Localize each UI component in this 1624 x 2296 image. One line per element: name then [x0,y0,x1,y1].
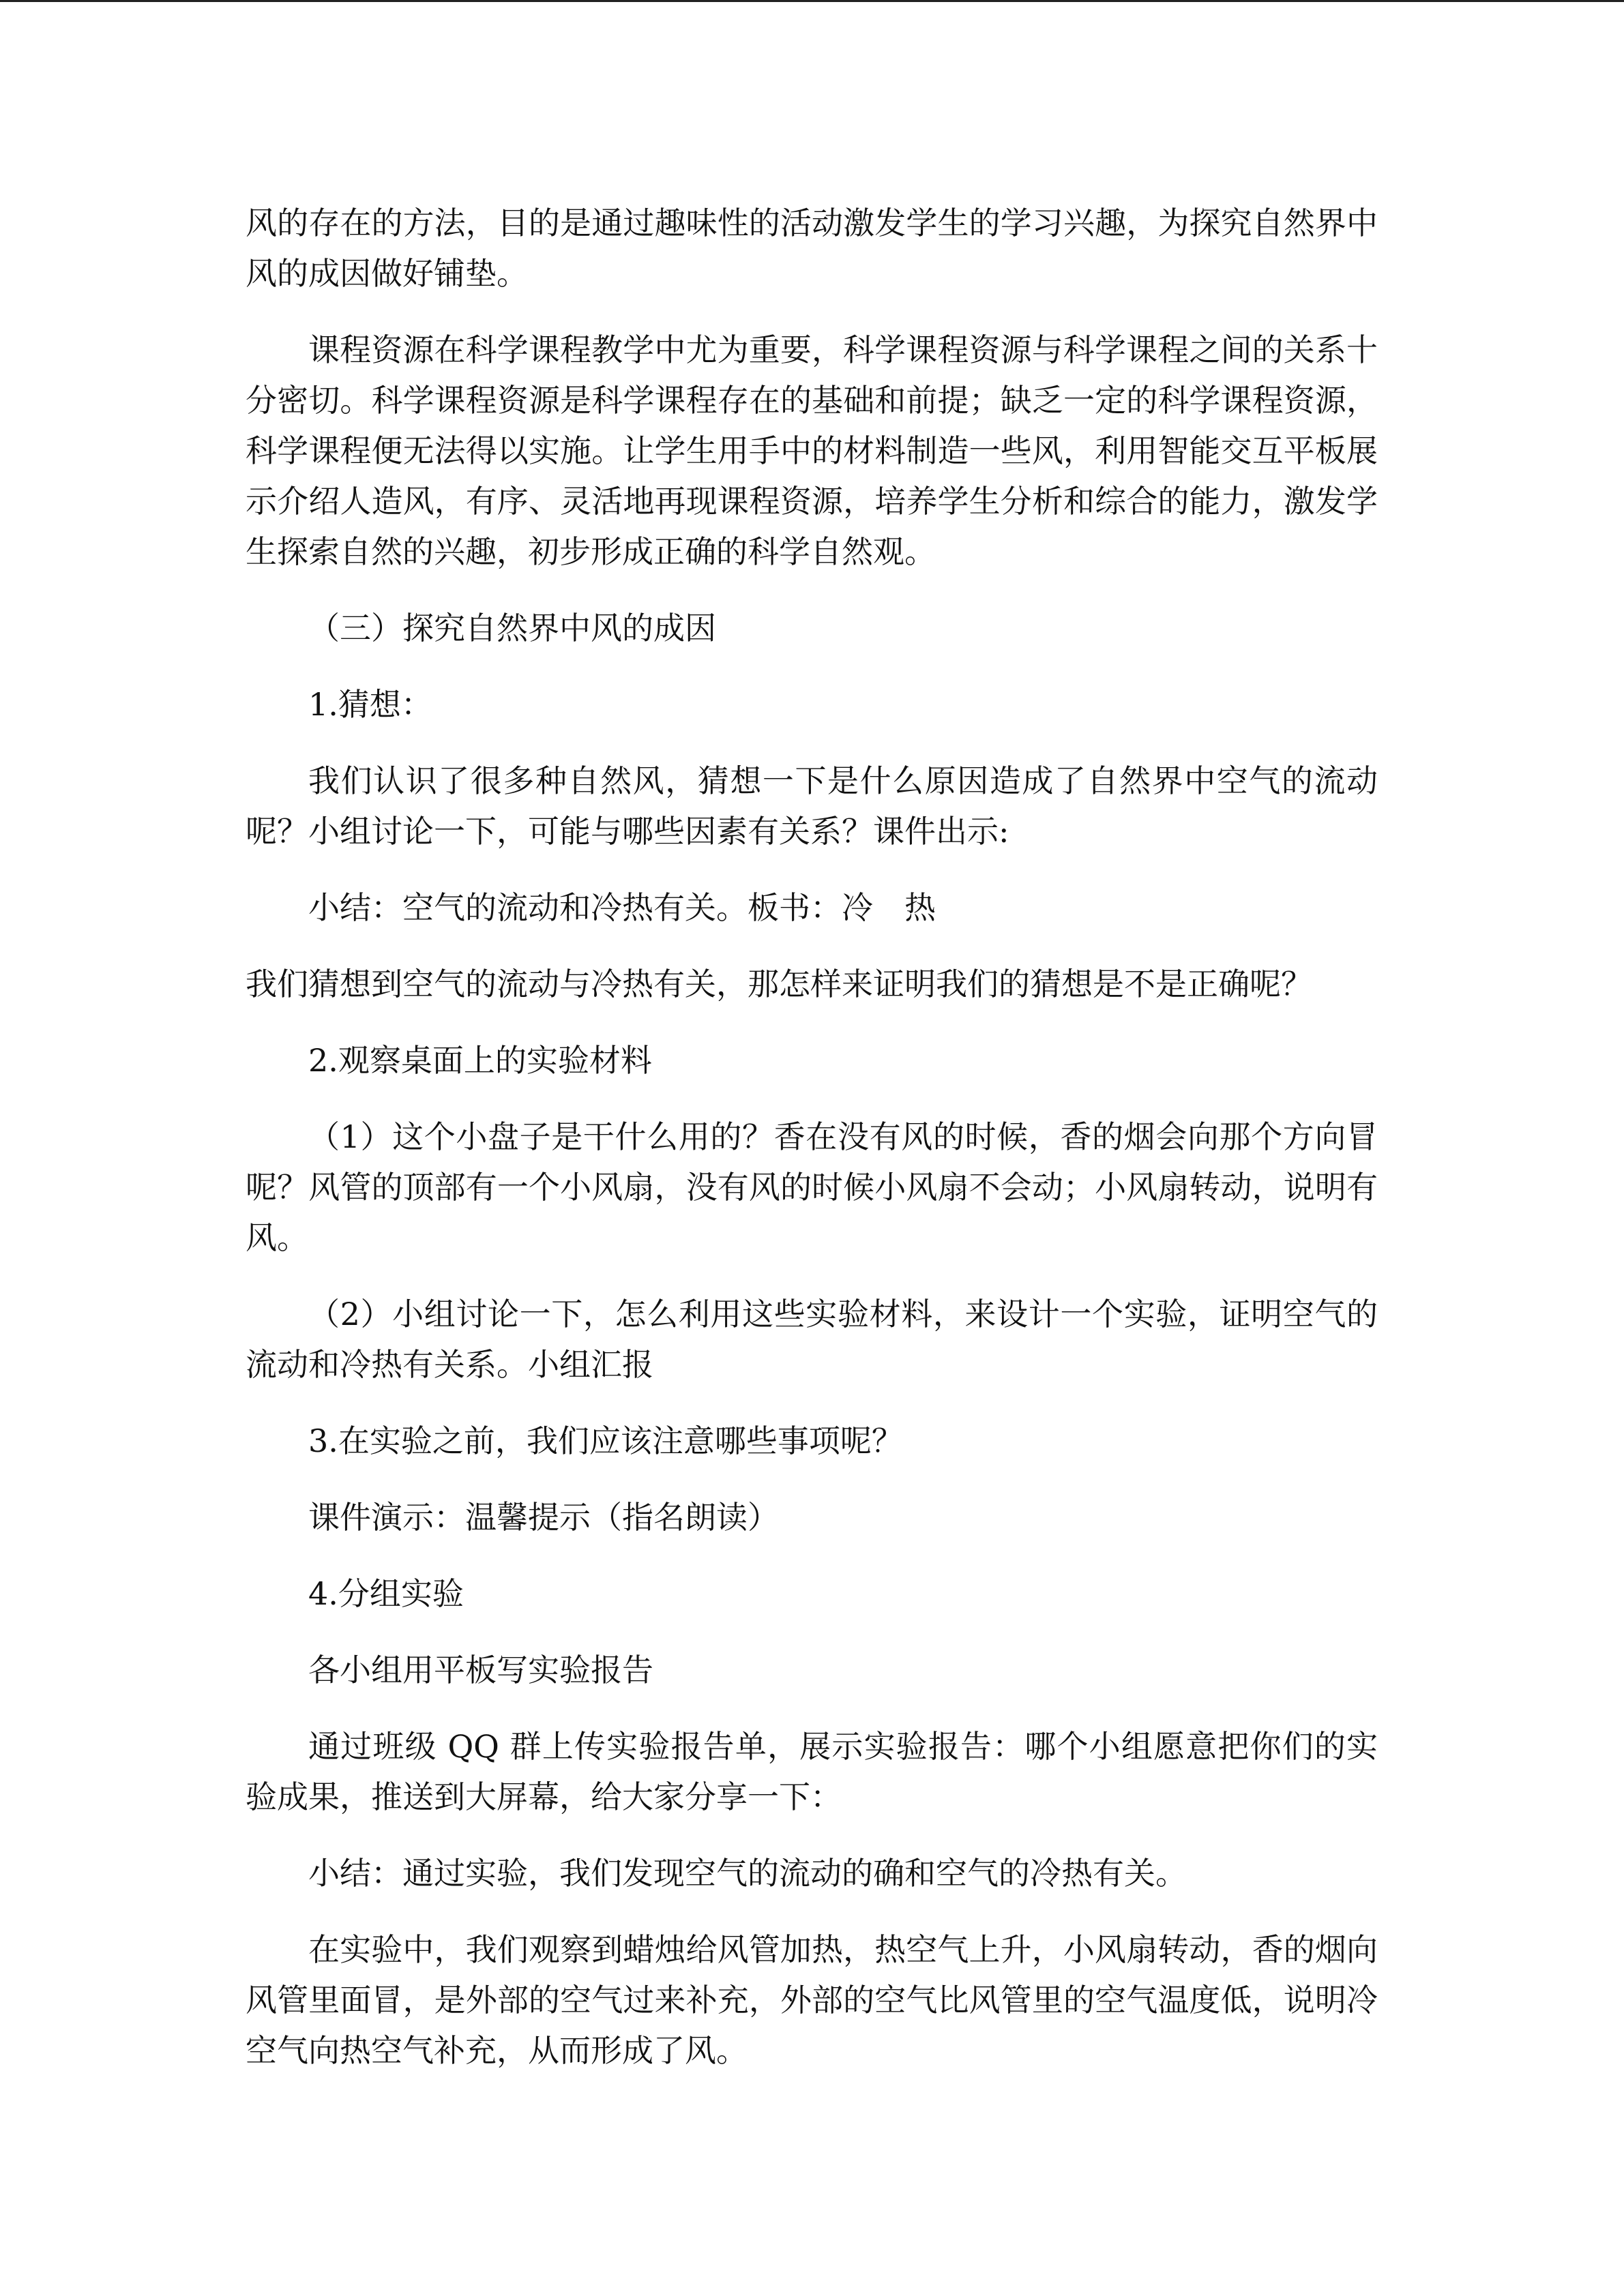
paragraph-qq-upload: 通过班级 QQ 群上传实验报告单，展示实验报告：哪个小组愿意把你们的实验成果，推送到大屏幕，给大家分享一下： [246,1728,1378,1815]
paragraph-observe-2: （2）小组讨论一下，怎么利用这些实验材料，来设计一个实验，证明空气的流动和冷热有关系。小组汇报 [246,1296,1378,1383]
paragraph-verify-question: 我们猜想到空气的流动与冷热有关，那怎样来证明我们的猜想是不是正确呢？ [246,966,1312,1002]
paragraph-summary-2: 小结：通过实验，我们发现空气的流动的确和空气的冷热有关。 [308,1855,1187,1892]
section-heading-wind-causes: （三）探究自然界中风的成因 [308,610,716,646]
paragraph-guess-question: 我们认识了很多种自然风，猜想一下是什么原因造成了自然界中空气的流动呢？小组讨论一下，可能与哪些因素有关系？课件出示: [246,762,1378,850]
paragraph-observe-1: （1）这个小盘子是干什么用的？香在没有风的时候，香的烟会向那个方向冒呢？风管的顶部有一个小风扇，没有风的时候小风扇不会动；小风扇转动，说明有风。 [246,1118,1378,1256]
paragraph-courseware-demo: 课件演示：温馨提示（指名朗读） [308,1499,779,1536]
paragraph-tablet-report: 各小组用平板写实验报告 [308,1652,653,1688]
step-3-precautions: 3.在实验之前，我们应该注意哪些事项呢？ [308,1422,903,1459]
paragraph-experiment-conclusion: 在实验中，我们观察到蜡烛给风管加热，热空气上升，小风扇转动，香的烟向风管里面冒，是外部的空气过来补充，外部的空气比风管里的空气温度低，说明冷空气向热空气补充，从而形成了风。 [246,1931,1378,2069]
page-top-rule [0,0,1624,2]
document-page [246,198,1378,2102]
step-2-observe-materials: 2.观察桌面上的实验材料 [308,1042,652,1079]
step-4-group-experiment: 4.分组实验 [308,1575,464,1612]
paragraph-course-resources: 课程资源在科学课程教学中尤为重要，科学课程资源与科学课程之间的关系十分密切。科学课程资源是科学课程存在的基础和前提；缺乏一定的科学课程资源，科学课程便无法得以实施。让学生用手中的材料制造一些风，利用智能交互平板展示介绍人造风，有序、灵活地再现课程资源，培养学生分析和综合的能力，激发学生探索自然的兴趣，初步形成正确的科学自然观。 [246,331,1378,570]
step-1-guess: 1.猜想： [308,686,432,723]
paragraph-summary-1: 小结：空气的流动和冷热有关。板书：冷 热 [308,889,936,926]
paragraph-intro-continuation: 风的存在的方法，目的是通过趣味性的活动激发学生的学习兴趣，为探究自然界中风的成因做好铺垫。 [246,205,1378,292]
